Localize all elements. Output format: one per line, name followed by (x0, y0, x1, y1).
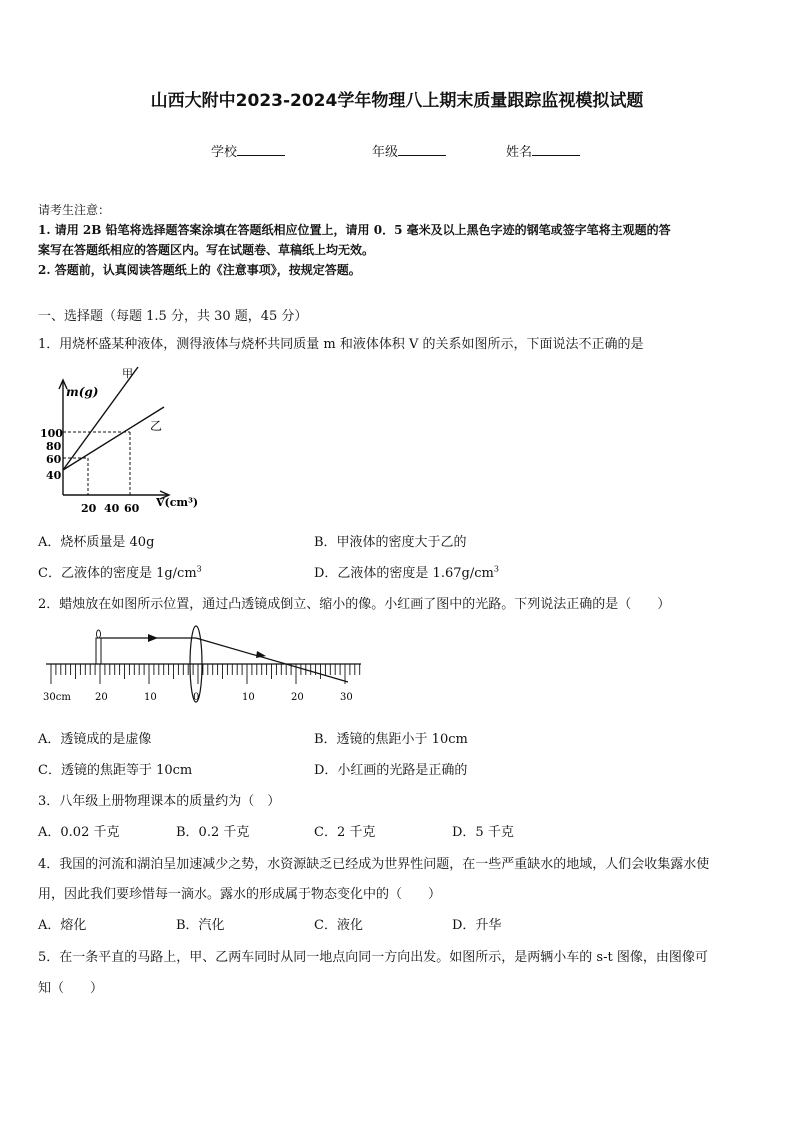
q1-option-c-text: C．乙液体的密度是 1g/cm (38, 566, 197, 581)
graph1-ytick-40: 40 (46, 469, 62, 482)
notice-item-1b: 案写在答题纸相应的答题区内。写在试题卷、草稿纸上均无效。 (38, 243, 375, 257)
grade-blank[interactable] (398, 143, 446, 156)
grade-label: 年级 (372, 145, 399, 160)
mass-volume-graph (38, 362, 208, 520)
exam-title: 山西大附中2023-2024学年物理八上期末质量跟踪监视模拟试题 (150, 91, 644, 111)
q3-option-b[interactable]: B．0.2 千克 (176, 825, 250, 840)
graph1-ylabel: m(g) (66, 385, 99, 399)
q1-option-b[interactable]: B．甲液体的密度大于乙的 (314, 535, 467, 550)
q1-option-d-sup: 3 (493, 564, 499, 574)
graph1-ytick-100: 100 (40, 427, 63, 440)
grade-field (372, 141, 446, 160)
q3-option-d[interactable]: D．5 千克 (452, 825, 514, 840)
q4-option-c[interactable]: C．液化 (314, 918, 363, 933)
graph1-label-yi: 乙 (150, 419, 163, 433)
notice-item-1a: 1. 请用 2B 铅笔将选择题答案涂填在答题纸相应位置上，请用 0．5 毫米及以上黑色字迹的钢笔或签字笔将主观题的答 (38, 223, 671, 237)
graph1-xtick-60: 60 (124, 502, 140, 515)
q1-option-a[interactable]: A．烧杯质量是 40g (38, 535, 155, 550)
q1-option-d-text: D．乙液体的密度是 1.67g/cm (314, 566, 494, 581)
school-label: 学校 (211, 145, 238, 160)
q2-option-a[interactable]: A．透镜成的是虚像 (38, 732, 152, 747)
q2-stem: 2．蜡烛放在如图所示位置，通过凸透镜成倒立、缩小的像。小红画了图中的光路。下列说法正确的是（ ） (38, 597, 671, 612)
graph1-xtick-20: 20 (81, 502, 97, 515)
q4-option-a[interactable]: A．熔化 (38, 918, 87, 933)
q5-stem-line2: 知（ ） (38, 981, 104, 996)
q1-stem: 1．用烧杯盛某种液体，测得液体与烧杯共同质量 m 和液体体积 V 的关系如图所示，下面说法不正确的是 (38, 337, 644, 352)
q4-option-b[interactable]: B．汽化 (176, 918, 225, 933)
school-field (211, 141, 285, 160)
section-heading: 一、选择题（每题 1.5 分，共 30 题，45 分） (38, 309, 308, 324)
name-field (506, 141, 580, 160)
q4-stem-line2: 用，因此我们要珍惜每一滴水。露水的形成属于物态变化中的（ ） (38, 887, 442, 902)
notice-block (38, 200, 758, 280)
q2-option-b[interactable]: B．透镜的焦距小于 10cm (314, 732, 468, 747)
ruler-label: 20 (95, 692, 108, 703)
ruler-label: 10 (242, 692, 255, 703)
name-blank[interactable] (532, 143, 580, 156)
graph1-ytick-80: 80 (46, 440, 62, 453)
q4-stem-line1: 4．我国的河流和湖泊呈加速减少之势，水资源缺乏已经成为世界性问题，在一些严重缺水的地域，人们会收集露水使 (38, 857, 710, 872)
q3-option-c[interactable]: C．2 千克 (314, 825, 376, 840)
q2-option-c[interactable]: C．透镜的焦距等于 10cm (38, 763, 193, 778)
lens-ruler-diagram (38, 622, 368, 706)
graph1-label-jia: 甲 (122, 367, 133, 380)
q1-option-c-sup: 3 (196, 564, 202, 574)
ruler-label: 10 (144, 692, 157, 703)
q2-option-d[interactable]: D．小红画的光路是正确的 (314, 763, 468, 778)
ruler-label: 0 (193, 692, 200, 703)
name-label: 姓名 (506, 145, 533, 160)
q3-option-a[interactable]: A．0.02 千克 (38, 825, 120, 840)
ruler-label: 30 (340, 692, 353, 703)
q3-stem: 3．八年级上册物理课本的质量约为（ ） (38, 794, 281, 809)
ruler-label: 30cm (43, 692, 71, 703)
graph1-xtick-40: 40 (104, 502, 120, 515)
q4-option-d[interactable]: D．升华 (452, 918, 502, 933)
notice-heading: 请考生注意： (38, 203, 111, 217)
q5-stem-line1: 5．在一条平直的马路上，甲、乙两车同时从同一地点向同一方向出发。如图所示，是两辆小车的 s-t 图像，由图像可 (38, 950, 708, 965)
graph1-xlabel: V(cm³) (156, 496, 199, 509)
ruler-label: 20 (291, 692, 304, 703)
q1-option-d[interactable] (314, 562, 499, 581)
school-blank[interactable] (237, 143, 285, 156)
notice-item-2: 2. 答题前，认真阅读答题纸上的《注意事项》，按规定答题。 (38, 263, 361, 277)
graph1-ytick-60: 60 (46, 453, 62, 466)
q1-option-c[interactable] (38, 562, 202, 581)
